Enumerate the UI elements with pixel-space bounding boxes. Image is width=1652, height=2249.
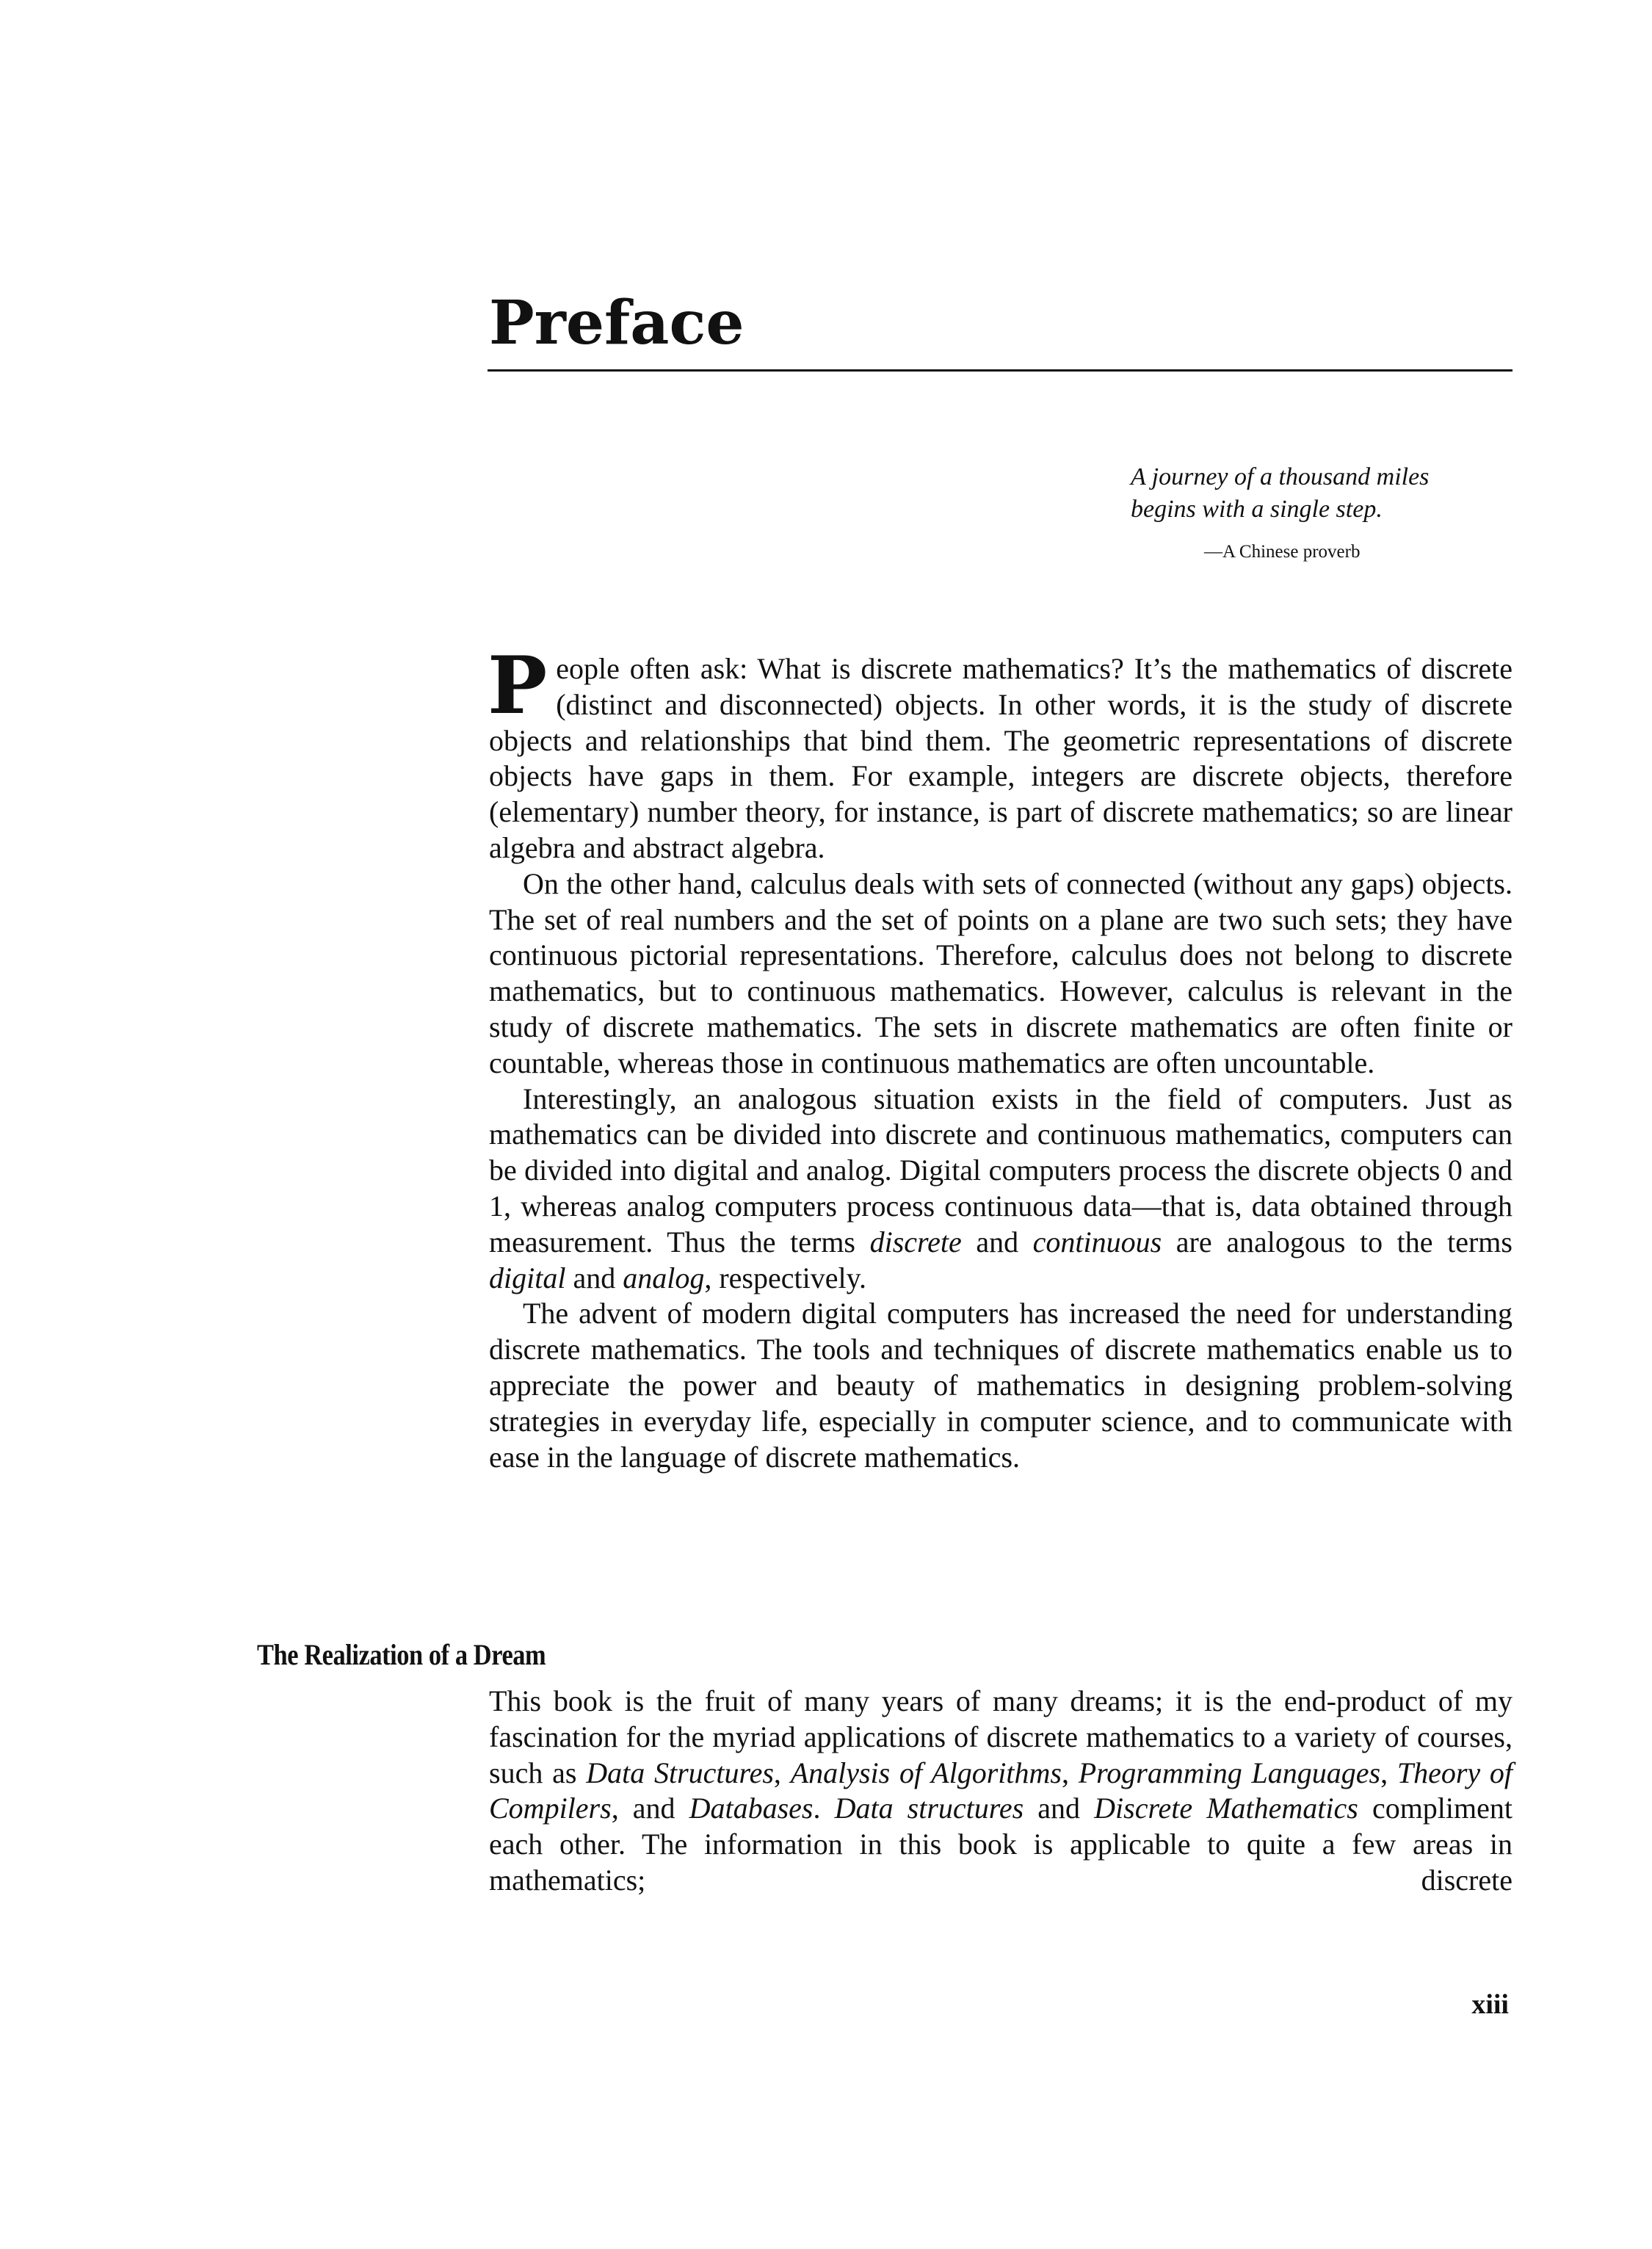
italic-term: Programming Languages xyxy=(1078,1756,1381,1789)
paragraph-4: The advent of modern digital computers has increased the need for understanding discrete mathematics. The tools and techniques of discrete mathematics enable us to appreciate the power and beauty of mathematics in designing problem-solving strategies in everyday life, especially in computer science, and to communicate with ease in the language of discrete mathematics. xyxy=(489,1297,1512,1474)
italic-term: Analysis of Algorithms xyxy=(790,1756,1062,1789)
text-run: This book is the fruit of many years of many dreams; it is the end-product of my fascination for the myriad applications of discrete mathematics to a variety of courses, such as xyxy=(489,1684,1512,1789)
italic-term: digital xyxy=(489,1261,566,1294)
italic-term: discrete xyxy=(869,1225,962,1259)
paragraph-1 xyxy=(488,640,1512,866)
italic-term: Data structures xyxy=(834,1792,1024,1825)
section-heading: The Realization of a Dream xyxy=(257,1638,546,1671)
section-body xyxy=(489,1684,1512,1899)
epigraph xyxy=(1131,461,1527,564)
paragraph-3 xyxy=(489,1082,1512,1297)
text-run: , xyxy=(773,1756,791,1789)
page-number: xiii xyxy=(1471,1989,1509,2020)
italic-term: Discrete Mathematics xyxy=(1094,1792,1358,1825)
italic-term: Data Structures xyxy=(586,1756,774,1789)
text-run: , xyxy=(1380,1756,1397,1789)
page-title: Preface xyxy=(489,288,745,358)
text-run: , respectively. xyxy=(704,1261,866,1294)
text-run: and xyxy=(961,1225,1033,1259)
drop-cap: P xyxy=(488,640,548,732)
epigraph-line: A journey of a thousand miles xyxy=(1131,463,1430,490)
section-paragraph xyxy=(489,1684,1512,1899)
epigraph-line: begins with a single step. xyxy=(1131,496,1383,523)
italic-term: Databases xyxy=(689,1792,814,1825)
text-run: , xyxy=(1061,1756,1079,1789)
italic-term: Theory of Compilers xyxy=(489,1756,1513,1825)
paragraph-2: On the other hand, calculus deals with sets of connected (without any gaps) objects. The set of real numbers and the set of points on a plane are two such sets; they have continuous pictorial representations. Therefore, calculus does not belong to discrete mathematics, but to continuous mathematics. However, calculus is relevant in the study of discrete mathematics. The sets in discrete mathematics are often finite or countable, whereas those in continuous mathematics are often uncountable. xyxy=(489,866,1512,1079)
preface-body xyxy=(488,640,1512,1475)
italic-term: continuous xyxy=(1032,1225,1162,1259)
text-run: Interestingly, an analogous situation exists in the field of computers. Just as mathematics can be divided into discrete and continuous mathematics, computers can be divided into digital and analog. Digital computers process the discrete objects 0 and 1, whereas analog computers process continuous data—that is, data obtained through measurement. Thus the terms xyxy=(489,1082,1512,1259)
text-run: are analogous to the terms xyxy=(1162,1225,1512,1259)
text-run: and xyxy=(565,1261,623,1294)
text-run: compliment each other. The information in this book is applicable to quite a few areas in mathematics; discrete xyxy=(489,1792,1513,1897)
paragraph-text: eople often ask: What is discrete mathematics? It’s the mathematics of discrete (distinct and disconnected) objects. In other words, it is the study of discrete objects and relationships that bind them. The geometric representations of discrete objects have gaps in them. For example, integers are discrete objects, therefore (elementary) number theory, for instance, is part of discrete mathematics; so are linear algebra and abstract algebra. xyxy=(489,652,1512,864)
epigraph-source: —A Chinese proverb xyxy=(1204,542,1361,562)
text-run: . xyxy=(813,1792,835,1825)
text-run: and xyxy=(1024,1792,1095,1825)
title-rule xyxy=(488,369,1512,372)
text-run: , and xyxy=(611,1792,689,1825)
italic-term: analog xyxy=(623,1261,705,1294)
